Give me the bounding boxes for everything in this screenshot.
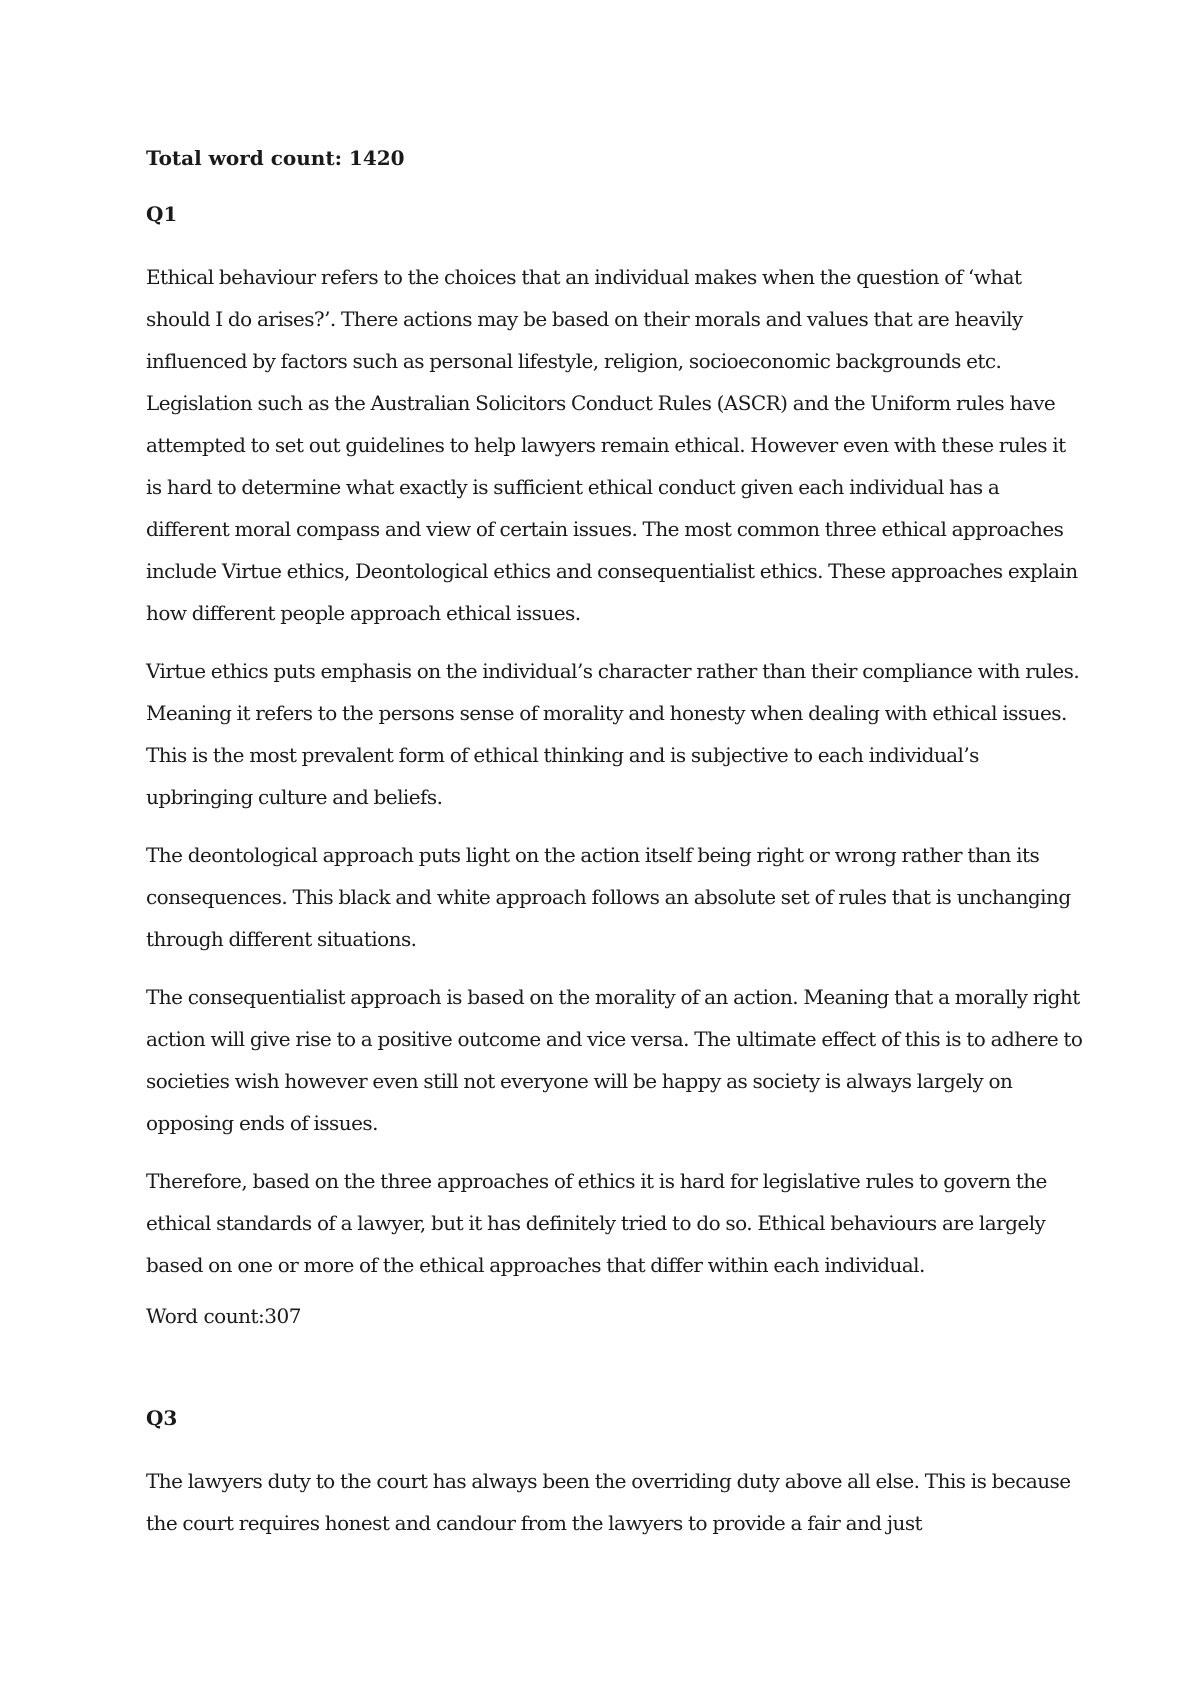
q1-heading: Q1: [146, 202, 178, 226]
q1-word-count: Word count:307: [146, 1304, 301, 1328]
document-body: [146, 144, 1086, 1560]
q1-paragraph-5: Therefore, based on the three approaches of ethics it is hard for legislative rules to govern the ethical standards of a lawyer, but it has definitely tried to do so. Ethical behaviours are largely based on one or more of the ethical approaches that differ within each individual.: [146, 1169, 1047, 1277]
q1-paragraph-2: Virtue ethics puts emphasis on the individual’s character rather than their compliance with rules. Meaning it refers to the persons sense of morality and honesty when dealing with ethical issues. This is the most prevalent form of ethical thinking and is subjective to each individual’s upbringing culture and beliefs.: [146, 659, 1080, 809]
section-spacer: [146, 1330, 1086, 1404]
total-word-count: Total word count: 1420: [146, 146, 405, 170]
q1-paragraph-3: The deontological approach puts light on the action itself being right or wrong rather than its consequences. This black and white approach follows an absolute set of rules that is unchanging through different situations.: [146, 843, 1071, 951]
q1-paragraph-4: The consequentialist approach is based on the morality of an action. Meaning that a morally right action will give rise to a positive outcome and vice versa. The ultimate effect of this is to adhere to societies wish however even still not everyone will be happy as society is always largely on opposing ends of issues.: [146, 985, 1083, 1135]
q3-heading: Q3: [146, 1406, 178, 1430]
q1-paragraph-1: Ethical behaviour refers to the choices that an individual makes when the question of ‘what should I do arises?’. There actions may be based on their morals and values that are heavily influenced by factors such as personal lifestyle, religion, socioeconomic backgrounds etc. Legislation such as the Australian Solicitors Conduct Rules (ASCR) and the Uniform rules have attempted to set out guidelines to help lawyers remain ethical. However even with these rules it is hard to determine what exactly is sufficient ethical conduct given each individual has a different moral compass and view of certain issues. The most common three ethical approaches include Virtue ethics, Deontological ethics and consequentialist ethics. These approaches explain how different people approach ethical issues.: [146, 265, 1078, 625]
q3-paragraph-1: The lawyers duty to the court has always been the overriding duty above all else. This is because the court requires honest and candour from the lawyers to provide a fair and just: [146, 1469, 1071, 1535]
